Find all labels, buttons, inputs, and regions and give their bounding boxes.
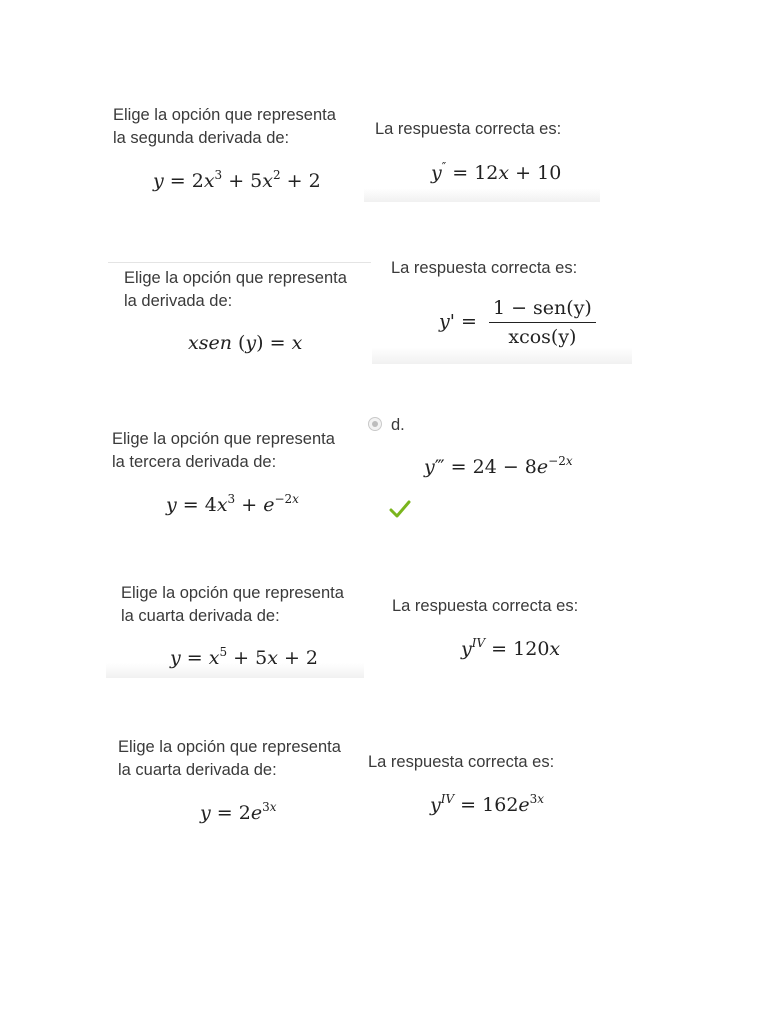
answer-label-2: La respuesta correcta es:: [391, 259, 578, 277]
answer-equation-2: yꞌ = $\frac{\text{1 − sen(y)}}{xcos(y)}$: [439, 297, 596, 348]
answer-equation-1: y″ = 12x + 10: [431, 160, 562, 184]
question-text-3: [112, 428, 335, 474]
function-equation-5: $y = 2e^{3x}$: [200, 800, 277, 824]
function-equation-1: $y = 2x^3 + 5x^2 + 2$: [153, 168, 321, 192]
question-line: Elige la opción que representa: [112, 430, 335, 448]
answer-equation-5: $y^{IV} = 162e^{3x}$: [430, 792, 545, 816]
question-text-1: [113, 104, 336, 150]
checkmark-path: [391, 502, 409, 516]
question-line: la segunda derivada de:: [113, 129, 290, 147]
question-line: Elige la opción que representa: [113, 106, 336, 124]
function-equation-4: $y = x^5 + 5x + 2$: [170, 645, 318, 669]
question-text-2: [124, 267, 347, 313]
answer-label-1: La respuesta correcta es:: [375, 120, 562, 138]
question-line: Elige la opción que representa: [121, 584, 344, 602]
function-equation-2: xsen (y) = x: [188, 332, 303, 354]
option-d-label: d.: [391, 416, 405, 434]
answer-label-5: La respuesta correcta es:: [368, 753, 555, 771]
question-text-5: [118, 736, 341, 782]
question-line: la derivada de:: [124, 292, 233, 310]
answer-equation-4: $y^{IV} = 120x$: [461, 636, 561, 660]
question-line: la tercera derivada de:: [112, 453, 277, 471]
function-equation-3: $y = 4x^3 + e^{-2x}$: [166, 492, 299, 516]
option-d-radio[interactable]: [368, 417, 382, 431]
answer-equation-3: y‴ = $24 - 8e^{-2x}$: [424, 454, 573, 478]
fraction-numerator: 1 − sen(y): [489, 297, 596, 323]
question-line: Elige la opción que representa: [124, 269, 347, 287]
question-text-4: [121, 582, 344, 628]
checkmark-icon: [389, 498, 411, 520]
question-line: la cuarta derivada de:: [121, 607, 280, 625]
fraction-denominator: xcos(y): [508, 326, 577, 348]
question-line: Elige la opción que representa: [118, 738, 341, 756]
question-line: la cuarta derivada de:: [118, 761, 277, 779]
fraction: [489, 297, 596, 348]
answer-label-4: La respuesta correcta es:: [392, 597, 579, 615]
